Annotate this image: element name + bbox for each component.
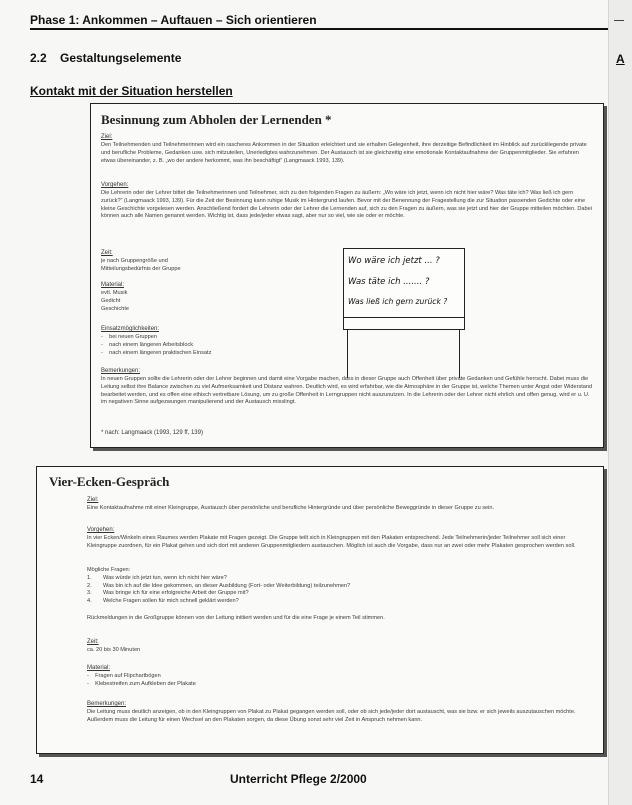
list-item: 4. Welche Fragen sollen für mich schnell geklärt werden? — [87, 598, 239, 605]
list-item: 2. Was bin ich auf die Idee gekommen, an dieser Ausbildung (Fort- oder Weiterbildung) teilzunehmen? — [87, 582, 351, 589]
einsatz-list — [101, 334, 261, 357]
bemerkungen-label: Bemerkungen: — [101, 368, 141, 374]
einsatz-label: Einsatzmöglichkeiten: — [101, 326, 160, 332]
adjacent-page-rule — [614, 20, 624, 21]
zeit-label: Zeit: — [101, 250, 113, 256]
vorgehen-label: Vorgehen: — [87, 527, 115, 533]
list-item: - Fragen auf Flipchartbögen — [87, 673, 161, 679]
material-list — [101, 290, 221, 313]
subsection-heading: Kontakt mit der Situation herstellen — [30, 84, 233, 98]
box-title: Vier-Ecken-Gespräch — [49, 474, 170, 489]
material-label: Material: — [101, 282, 125, 288]
list-item: - nach einem längeren praktischen Einsatz — [101, 349, 212, 356]
zeit-text: ca. 20 bis 30 Minuten — [87, 647, 141, 653]
poster-stand-right — [459, 330, 460, 378]
section-number: 2.2 — [30, 51, 47, 65]
rueckmeldung-text: Rückmeldungen in die Großgruppe können von der Leitung initiiert werden und für die eine Frage je einem Teil stimmen. — [87, 615, 385, 621]
bemerkungen-text: Die Leitung muss deutlich anzeigen, ob in den Kleingruppen von Plakat zu Plakat gegangen werden soll, oder ob sich jede/jeder dort austauscht, was sie bzw. er sich jeweils auszutauschen möchte. Außerdem muss die Leitung für einen Wechsel an den Plakaten sorgen, da diese Übung sonst sehr viel Zeit in Anspruch nehmen kann. — [87, 709, 576, 723]
page-number: 14 — [30, 772, 44, 786]
poster-question-2: Was täte ich ....... ? — [348, 277, 430, 287]
ziel-label: Ziel: — [101, 134, 113, 140]
box-title: Besinnung zum Abholen der Lernenden * — [101, 112, 332, 127]
method-box-vier-ecken — [36, 466, 604, 754]
fragen-list — [87, 575, 577, 606]
poster-illustration — [343, 248, 465, 330]
ziel-label: Ziel: — [87, 497, 99, 503]
list-item: Geschichte — [101, 305, 129, 312]
vorgehen-text: In vier Ecken/Winkeln eines Raumes werden Plakate mit Fragen gezeigt. Die Gruppe teilt sich in Kleingruppen mit den Plakaten entsprechend. Jede Teilnehmerin/jeder Teilnehmer soll sich einer Kleingruppe zuordnen, für ein Plakat gehen und sich dort mit anderen Gruppenmitgliedern austauschen. Möglich ist auch die Vorgabe, dass nur an zwei oder mehr Plakaten gesprochen werden soll. — [87, 535, 576, 549]
adjacent-page-letter: A — [616, 52, 625, 66]
bemerkungen-label: Bemerkungen: — [87, 701, 127, 707]
bemerkungen-text: In neuen Gruppen sollte die Lehrerin oder der Lehrer beginnen und damit eine Vorgabe machen, dass in dieser Gruppe auch Offenheit über private Gedanken und Gefühle herrscht. Dabei muss die Leitung selbst ihre Balance zwischen zu viel Aufmerksamkeit und Distanz wahren. Deutlich wird, es wird erfahrbar, wie die Atmosphäre in der Gruppe ist, welche Themen unter Angst oder Widerstand bearbeitet werden, und es offen eine ethisch vertretbare Lösung, um zu große Offenheit in Lerngruppen nicht auszunutzen. In die Lehrerin oder der Lehrer nicht ehrlich und offen genug, wird er u. U. im negativen Sinne aufgezwungen manipulierend und der Austausch misslingt. — [101, 376, 593, 406]
fragen-block — [87, 567, 577, 606]
list-item: Gedicht — [101, 297, 121, 304]
footnote: * nach: Langmaack (1993, 129 ff, 139) — [101, 430, 203, 436]
list-item: - Klebestreifen zum Aufkleben der Plakate — [87, 680, 196, 687]
material-list — [87, 673, 387, 689]
list-item: - bei neuen Gruppen — [101, 334, 157, 340]
list-item: 1. Was würde ich jetzt tun, wenn ich nicht hier wäre? — [87, 574, 227, 581]
vorgehen-text: Die Lehrerin oder der Lehrer bittet die Teilnehmerinnen und Teilnehmer, sich zu den folgenden Fragen zu äußern: „Wo wäre ich jetzt, wenn ich nicht hier wäre? Was täte ich? Was ließ ich gern zurück?“ (Langmaack 1993, 139). Für die Zeit der Besinnung kann ruhige Musik im Hintergrund laufen. Bevor mit der Benennung der Fragestellung die zur Situation passenden Gedichte oder eine kleine Geschichte vorgelesen werden. Anschließend fordert die Lehrerin oder der Lehrer die Lernenden auf, sich zu den Fragen zu äußern, was sie jetzt und hier der Gruppe mitteilen möchten. Dabei können auch alle Namen genannt werden. Wichtig ist, dass jede/jeder etwas sagt, aber nur so viel, wie sie oder er möchte. — [101, 190, 592, 220]
method-box-besinnung — [90, 103, 604, 448]
section-heading — [30, 51, 181, 65]
list-item: - nach einem längeren Arbeitsblock — [101, 341, 194, 348]
zeit-text: je nach Gruppengröße und Mitteilungsbedürfnis der Gruppe — [101, 258, 181, 272]
adjacent-page-edge — [608, 0, 632, 805]
list-item: evtl. Musik — [101, 290, 128, 296]
poster-question-3: Was ließ ich gern zurück ? — [348, 297, 448, 306]
material-label: Material: — [87, 665, 111, 671]
zeit-label: Zeit: — [87, 639, 99, 645]
vorgehen-label: Vorgehen: — [101, 182, 129, 188]
running-header: Phase 1: Ankommen – Auftauen – Sich orientieren — [30, 13, 317, 27]
header-rule — [30, 28, 608, 30]
ziel-text: Eine Kontaktaufnahme mit einer Kleingruppe, Austausch über persönliche und berufliche Hintergründe und über persönliche Beweggründe in dieser Gruppe zu sein. — [87, 505, 495, 511]
fragen-label: Mögliche Fragen: — [87, 567, 131, 573]
list-item: 3. Was bringe ich für eine erfolgreiche Arbeit der Gruppe mit? — [87, 590, 249, 597]
section-title: Gestaltungselemente — [60, 51, 182, 65]
poster-stand-left — [347, 330, 348, 378]
ziel-text: Den Teilnehmenden und Teilnehmerinnen wird ein rascheres Ankommen in der Situation erleichtert und sie erhalten Gelegenheit, ihre derzeitige Befindlichkeit im Hinblick auf zurückliegende private und berufliche Probleme, Gedanken usw. sich mitzuteilen, Unerledigtes wahrzunehmen. Der Austausch ist sie gleichzeitig eine emotionale Kontaktaufnahme der Gruppenmitglieder. Sie erfahren etwas übereinander, z. B. „wo der andere herkommt, was ihn beschäftigt“ (Langmaack 1993, 139). — [101, 142, 587, 164]
poster-question-1: Wo wäre ich jetzt ... ? — [348, 256, 440, 266]
journal-title: Unterricht Pflege 2/2000 — [230, 772, 367, 786]
poster-divider — [344, 317, 464, 318]
